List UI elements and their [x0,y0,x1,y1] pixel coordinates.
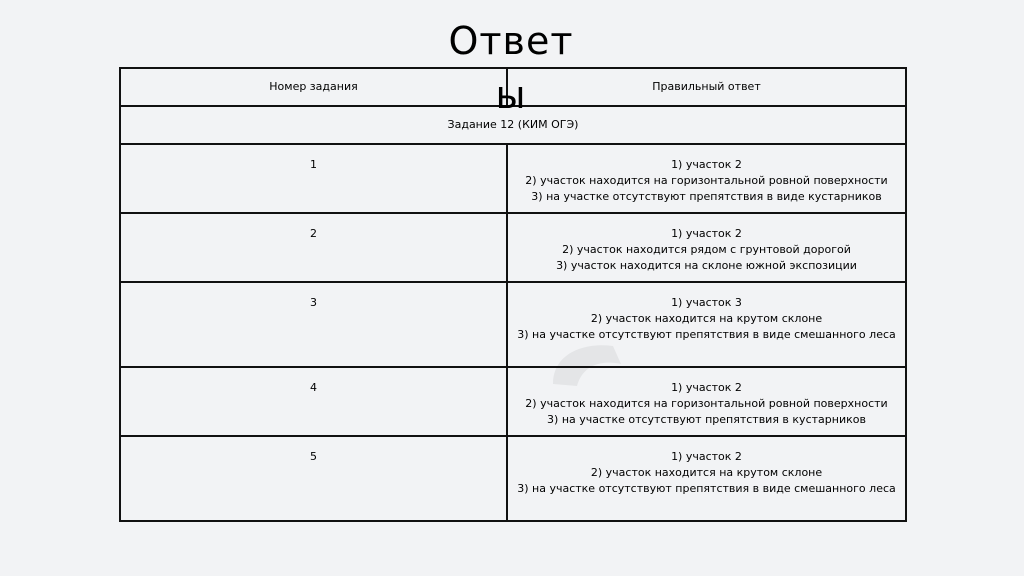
task-number: 3 [120,282,507,367]
answer-cell [507,282,906,367]
table-row [120,144,906,213]
task-number: 1 [120,144,507,213]
answer-line: 3) на участке отсутствуют препятствия в виде смешанного леса [517,328,896,341]
answer-cell [507,213,906,282]
header-correct-answer: Правильный ответ [507,68,906,106]
answer-line: 1) участок 2 [671,158,742,171]
answer-line: 2) участок находится на горизонтальной ровной поверхности [525,397,888,410]
answer-cell [507,367,906,436]
slide-title: Ответы [448,19,574,117]
answer-line: 1) участок 2 [671,227,742,240]
task-number: 4 [120,367,507,436]
answer-line: 3) на участке отсутствуют препятствия в виде смешанного леса [517,482,896,495]
answer-line: 3) на участке отсутствуют препятствия в виде кустарников [531,190,882,203]
answer-line: 2) участок находится на горизонтальной ровной поверхности [525,174,888,187]
table-row [120,282,906,367]
table-row [120,367,906,436]
answer-line: 2) участок находится рядом с грунтовой дорогой [562,243,851,256]
answer-line: 3) на участке отсутствуют препятствия в кустарников [547,413,866,426]
table-row [120,436,906,521]
table-row [120,213,906,282]
header-task-number: Номер задания [120,68,507,106]
answer-line: 1) участок 2 [671,381,742,394]
section-title: Задание 12 (КИМ ОГЭ) [120,106,906,144]
answers-table [119,67,907,522]
answer-line: 2) участок находится на крутом склоне [590,312,823,325]
answer-line: 1) участок 2 [671,450,742,463]
answer-line: 2) участок находится на крутом склоне [590,466,823,479]
task-number: 5 [120,436,507,521]
answer-cell [507,436,906,521]
task-number: 2 [120,213,507,282]
answer-cell [507,144,906,213]
answer-line: 1) участок 3 [671,296,742,309]
answer-line: 3) участок находится на склоне южной экспозиции [556,259,857,272]
